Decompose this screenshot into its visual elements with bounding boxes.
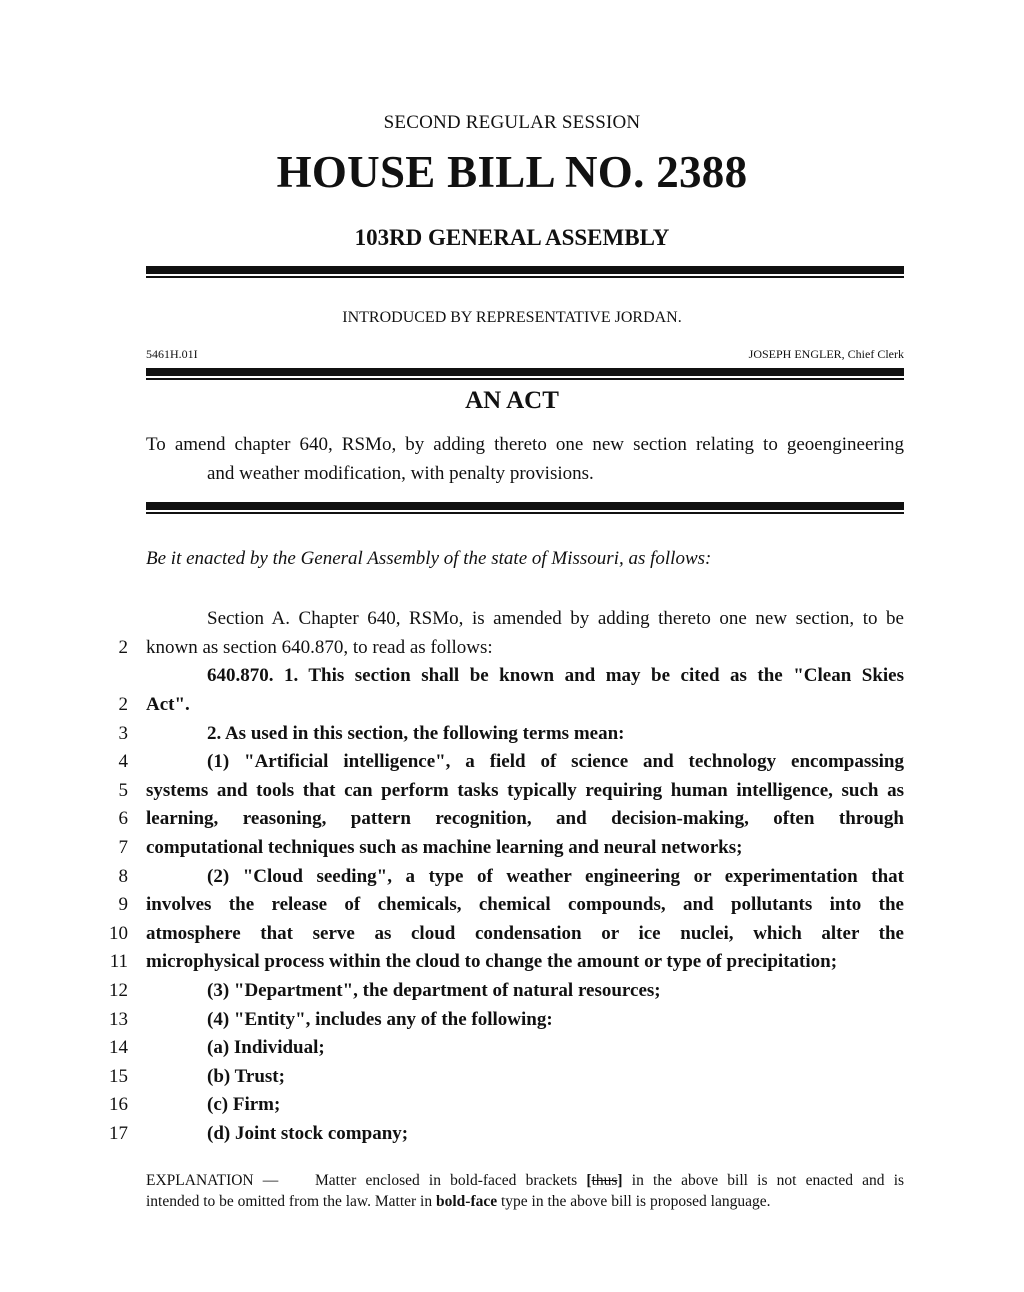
act-title (146, 431, 904, 488)
bill-line: (1) "Artificial intelligence", a field of science and technology encompassing (207, 751, 904, 772)
line-number: 3 (118, 723, 128, 744)
line-number: 16 (109, 1094, 128, 1115)
bill-title: HOUSE BILL NO. 2388 (276, 147, 748, 197)
line-number: 15 (109, 1066, 128, 1087)
assembly-label: 103RD GENERAL ASSEMBLY (354, 225, 670, 250)
explanation-text: Matter enclosed in bold-faced brackets (315, 1172, 578, 1189)
bill-line: Act". (146, 694, 190, 715)
act-title-line-2: and weather modification, with penalty provisions. (207, 462, 594, 484)
line-number: 2 (118, 694, 128, 715)
bill-line: computational techniques such as machine learning and neural networks; (146, 837, 743, 858)
bill-line: known as section 640.870, to read as follows: (146, 637, 493, 658)
enacting-clause: Be it enacted by the General Assembly of the state of Missouri, as follows: (146, 548, 712, 569)
bill-line: systems and tools that can perform tasks typically requiring human intelligence, such as (146, 780, 904, 801)
line-number: 7 (118, 837, 128, 858)
bill-line: (b) Trust; (207, 1066, 285, 1087)
line-number: 17 (109, 1123, 128, 1144)
line-number: 6 (118, 808, 128, 829)
bill-line: (c) Firm; (207, 1094, 281, 1115)
bill-line: (2) "Cloud seeding", a type of weather engineering or experimentation that (207, 866, 904, 887)
bill-line: 2. As used in this section, the following terms mean: (207, 723, 625, 744)
line-number: 5 (118, 780, 128, 801)
line-number: 2 (118, 637, 128, 658)
document-code: 5461H.01I (146, 347, 198, 361)
explanation-note (146, 1170, 904, 1212)
act-divider (146, 502, 904, 514)
bill-line: involves the release of chemicals, chemical compounds, and pollutants into the (146, 894, 904, 915)
explanation-label: EXPLANATION — (146, 1172, 279, 1189)
line-number: 4 (118, 751, 128, 772)
bracket-close: ] (617, 1172, 623, 1189)
act-title-line-1: To amend chapter 640, RSMo, by adding thereto one new section relating to geoengineering (146, 434, 904, 455)
bill-line: (a) Individual; (207, 1037, 325, 1058)
act-heading: AN ACT (465, 387, 559, 414)
bill-line: (4) "Entity", includes any of the following: (207, 1009, 553, 1030)
bill-line: (3) "Department", the department of natural resources; (207, 980, 661, 1001)
bill-line: (d) Joint stock company; (207, 1123, 409, 1144)
explanation-text: type in the above bill is proposed language. (501, 1193, 771, 1210)
line-number: 10 (109, 923, 128, 944)
explanation-text: intended to be omitted from the law. Matter in (146, 1193, 433, 1210)
bill-line: 640.870. 1. This section shall be known and may be cited as the "Clean Skies (207, 665, 904, 686)
line-number: 13 (109, 1009, 128, 1030)
boldface-example: bold-face (435, 1193, 498, 1210)
struck-example: thus (591, 1172, 618, 1189)
explanation-line-1 (146, 1170, 904, 1191)
line-number: 12 (109, 980, 128, 1001)
bracket-open: [ (586, 1172, 592, 1189)
bill-line: atmosphere that serve as cloud condensation or ice nuclei, which alter the (146, 923, 904, 944)
explanation-line-2 (146, 1191, 904, 1212)
session-label: SECOND REGULAR SESSION (383, 112, 641, 133)
bill-line: Section A. Chapter 640, RSMo, is amended by adding thereto one new section, to be (207, 608, 904, 629)
line-number: 11 (109, 951, 128, 972)
line-number: 14 (109, 1037, 128, 1058)
clerk-divider (146, 368, 904, 380)
explanation-text: in the above bill is not enacted and is (631, 1172, 905, 1189)
introduced-by: INTRODUCED BY REPRESENTATIVE JORDAN. (342, 309, 682, 326)
bill-line: learning, reasoning, pattern recognition, and decision-making, often through (146, 808, 904, 829)
bill-line: microphysical process within the cloud to change the amount or type of precipitation; (146, 951, 838, 972)
line-number: 9 (118, 894, 128, 915)
line-number: 8 (118, 866, 128, 887)
chief-clerk: JOSEPH ENGLER, Chief Clerk (748, 347, 904, 361)
header-divider (146, 266, 904, 278)
